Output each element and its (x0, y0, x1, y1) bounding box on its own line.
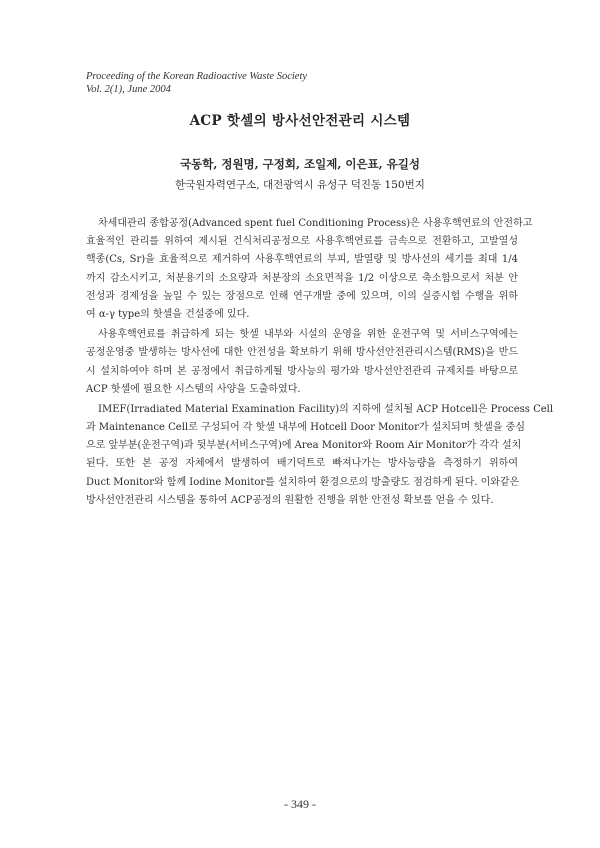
journal-volume: Vol. 2(1), June 2004 (86, 84, 171, 95)
paper-title: ACP 핫셀의 방사선안전관리 시스템 (189, 113, 411, 129)
paragraph-line: 차세대관리 종합공정(Advanced spent fuel Conditioning Process)은 사용후핵연료의 안전하고 (98, 218, 533, 229)
paragraph-line: 시 설치하여야 하며 본 공정에서 취급하게될 방사능의 평가와 방사선안전관리 규제치를 바탕으로 (86, 365, 518, 377)
paragraph-line: 전성과 경제성을 높일 수 있는 장점으로 인해 연구개발 중에 있으며, 이의 실증시험 수행을 위하 (86, 290, 518, 302)
paragraph-line: 효율적인 관리를 위하여 제시된 건식처리공정으로 사용후핵연료를 금속으로 전환하고, 고발열성 (86, 236, 518, 248)
page-number: - 349 - (284, 797, 316, 811)
paragraph-line: 사용후핵연료를 취급하게 되는 핫셀 내부와 시설의 운영을 위한 운전구역 및 서비스구역에는 (98, 329, 518, 341)
paragraph-line: 핵종(Cs, Sr)을 효율적으로 제거하여 사용후핵연료의 부피, 발열량 및 방사선의 세기를 최대 1/4 (86, 254, 518, 266)
abstract-body (86, 215, 554, 512)
paragraph-line: IMEF(Irradiated Material Examination Facility)의 지하에 설치될 ACP Hotcell은 Process Cell (98, 403, 554, 415)
paragraph (86, 401, 554, 510)
journal-header (86, 70, 307, 96)
paragraph-line: 으로 앞부분(운전구역)과 뒷부분(서비스구역)에 Area Monitor와 Room Air Monitor가 각각 설치 (86, 440, 522, 452)
paragraph-line: Duct Monitor와 함께 Iodine Monitor를 설치하여 환경으로의 방출량도 점검하게 된다. 이와같은 (86, 476, 520, 488)
author-list: 국동학, 정원명, 구정회, 조일제, 이은표, 유길성 (180, 157, 420, 171)
paragraph (86, 215, 533, 324)
paragraph-line: 까지 감소시키고, 처분용기의 소요량과 처분장의 소요면적을 1/2 이상으로 축소함으로서 처분 안 (86, 272, 518, 284)
affiliation: 한국원자력연구소, 대전광역시 유성구 덕진동 150번지 (175, 179, 425, 191)
paragraph-line: ACP 핫셀에 필요한 시스템의 사양을 도출하였다. (86, 383, 301, 395)
paragraph-line: 과 Maintenance Cell로 구성되어 각 핫셀 내부에 Hotcell Door Monitor가 설치되며 핫셀을 중심 (86, 422, 525, 434)
paragraph (86, 326, 518, 399)
journal-name: Proceeding of the Korean Radioactive Waste Society (86, 71, 308, 82)
paragraph-line: 여 α-γ type의 핫셀을 건설중에 있다. (86, 308, 250, 320)
paragraph-line: 공정운영중 발생하는 방사선에 대한 안전성을 확보하기 위해 방사선안전관리시스템(RMS)을 반드 (86, 347, 518, 359)
paragraph-line: 방사선안전관리 시스템을 통하여 ACP공정의 원활한 진행을 위한 안전성 확보를 얻을 수 있다. (86, 494, 494, 506)
paragraph-line: 된다. 또한 본 공정 자체에서 발생하여 배기덕트로 빠져나가는 방사능량을 측정하기 위하여 (86, 458, 518, 470)
